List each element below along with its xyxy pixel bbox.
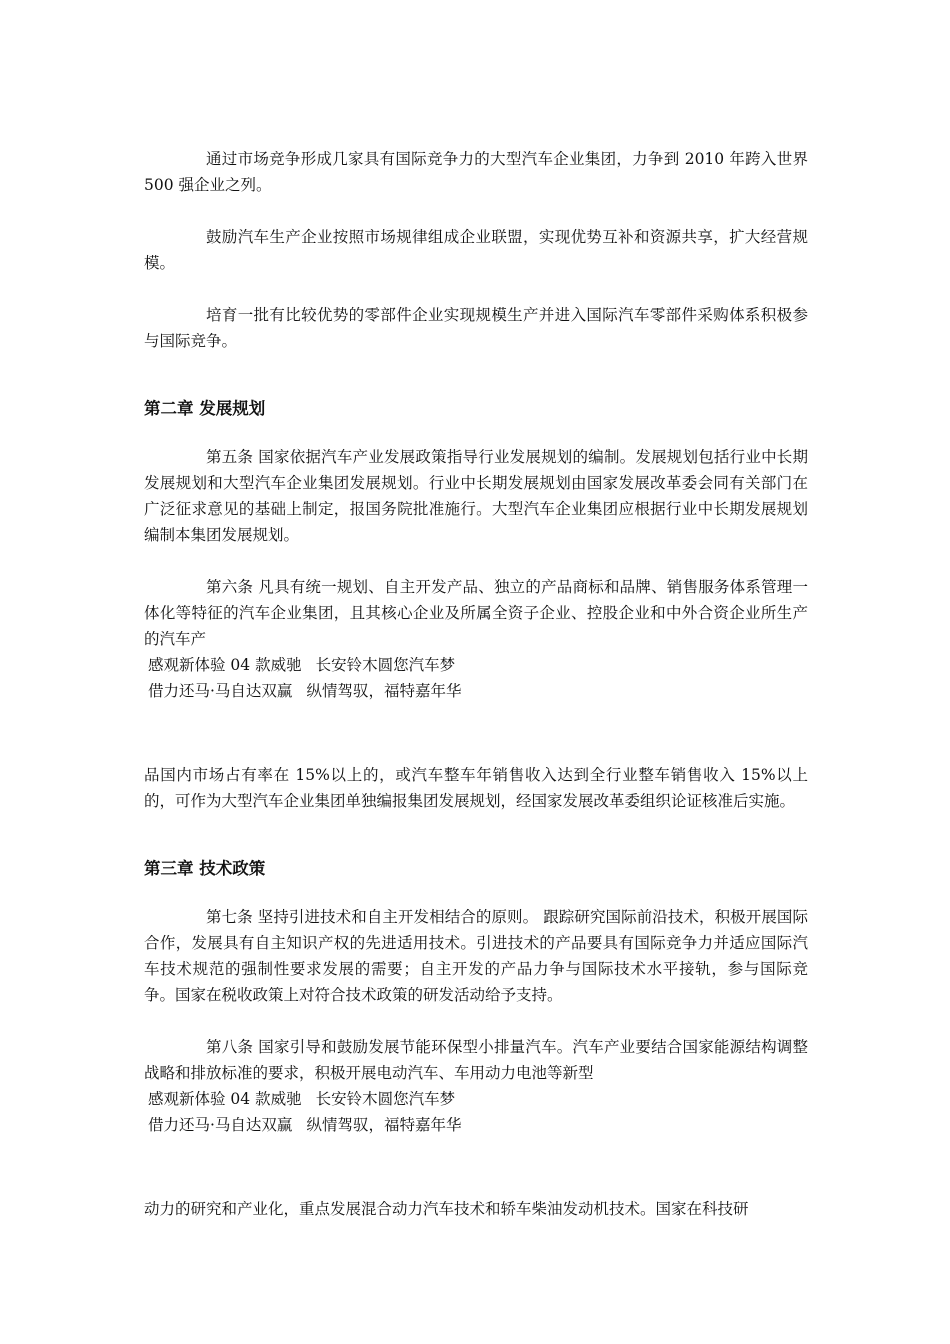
ad-link-weichi[interactable]: 感观新体验 04 款威驰 bbox=[148, 656, 302, 674]
article-6-continued: 品国内市场占有率在 15%以上的，或汽车整车年销售收入达到全行业整车销售收入 15%以上的，可作为大型汽车企业集团单独编报集团发展规划，经国家发展改革委组织论证核准后实施。 bbox=[144, 766, 808, 810]
article-5: 第五条 国家依据汽车产业发展政策指导行业发展规划的编制。发展规划包括行业中长期发展规划和大型汽车企业集团发展规划。行业中长期发展规划由国家发展改革委会同有关部门在广泛征求意见的基础上制定，报国务院批准施行。大型汽车企业集团应根据行业中长期发展规划编制本集团发展规划。 bbox=[144, 448, 808, 544]
ad-row-2 bbox=[144, 678, 808, 704]
article-6: 第六条 凡具有统一规划、自主开发产品、独立的产品商标和品牌、销售服务体系管理一体化等特征的汽车企业集团，且其核心企业及所属全资子企业、控股企业和中外合资企业所生产的汽车产 bbox=[144, 578, 808, 648]
article-8: 第八条 国家引导和鼓励发展节能环保型小排量汽车。汽车产业要结合国家能源结构调整战略和排放标准的要求，积极开展电动汽车、车用动力电池等新型 bbox=[144, 1038, 808, 1082]
paragraph-components: 培育一批有比较优势的零部件企业实现规模生产并进入国际汽车零部件采购体系积极参与国际竞争。 bbox=[144, 306, 808, 350]
paragraph-goal-500: 通过市场竞争形成几家具有国际竞争力的大型汽车企业集团，力争到 2010 年跨入世界 500 强企业之列。 bbox=[144, 150, 808, 194]
document-body bbox=[144, 146, 808, 1222]
ad-link-ford[interactable]: 纵情驾驭，福特嘉年华 bbox=[306, 682, 462, 700]
ad-link-mazda-2[interactable]: 借力还马·马自达双赢 bbox=[148, 1116, 293, 1134]
ad-row-4 bbox=[144, 1112, 808, 1138]
ad-link-mazda[interactable]: 借力还马·马自达双赢 bbox=[148, 682, 293, 700]
ad-row-1 bbox=[144, 652, 808, 678]
ad-link-changan[interactable]: 长安铃木圆您汽车梦 bbox=[315, 656, 456, 674]
paragraph-alliance: 鼓励汽车生产企业按照市场规律组成企业联盟，实现优势互补和资源共享，扩大经营规模。 bbox=[144, 228, 808, 272]
chapter-3-title: 第三章 技术政策 bbox=[144, 859, 266, 878]
ad-link-ford-2[interactable]: 纵情驾驭，福特嘉年华 bbox=[306, 1116, 462, 1134]
ad-link-changan-2[interactable]: 长安铃木圆您汽车梦 bbox=[315, 1090, 456, 1108]
chapter-2-title: 第二章 发展规划 bbox=[144, 399, 266, 418]
ad-row-3 bbox=[144, 1086, 808, 1112]
ad-link-weichi-2[interactable]: 感观新体验 04 款威驰 bbox=[148, 1090, 302, 1108]
article-7: 第七条 坚持引进技术和自主开发相结合的原则。 跟踪研究国际前沿技术，积极开展国际合作，发展具有自主知识产权的先进适用技术。引进技术的产品要具有国际竞争力并适应国际汽车技术规范的强制性要求发展的需要；自主开发的产品力争与国际技术水平接轨，参与国际竞争。国家在税收政策上对符合技术政策的研发活动给予支持。 bbox=[144, 908, 808, 1004]
article-8-continued: 动力的研究和产业化，重点发展混合动力汽车技术和轿车柴油发动机技术。国家在科技研 bbox=[144, 1200, 749, 1218]
